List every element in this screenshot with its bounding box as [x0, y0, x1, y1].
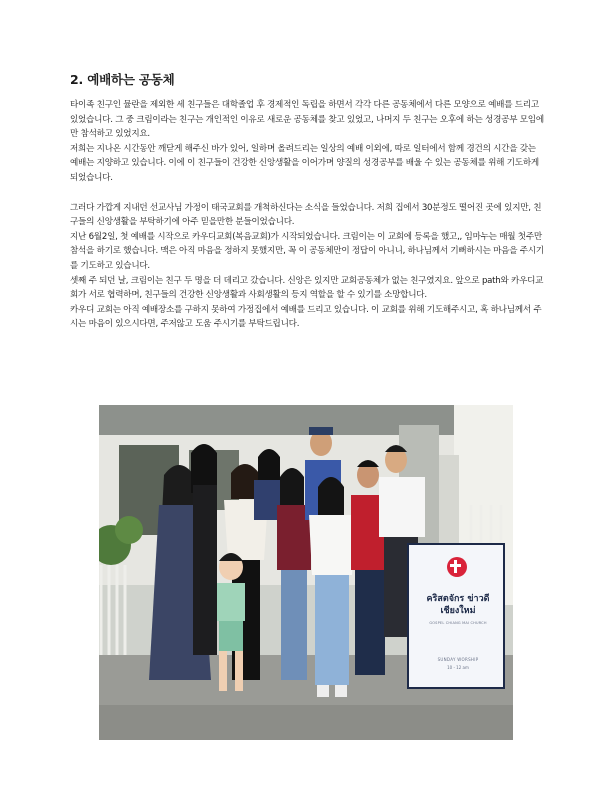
group-photo	[99, 405, 513, 740]
church-name-english: GOSPEL CHIANG MAI CHURCH	[429, 621, 487, 625]
section-body	[70, 98, 546, 332]
worship-time: 10 - 12 am	[447, 665, 469, 670]
paragraph: 그러다 가깝게 지내던 선교사님 가정이 태국교회를 개척하신다는 소식을 들었습니다. 저희 집에서 30분정도 떨어진 곳에 있지만, 친구들의 신앙생활을 부탁하기에 아주 믿을만한 분들이었습니다.	[70, 202, 542, 228]
paragraph: 셋째 주 되던 날, 크림이는 친구 두 명을 더 데리고 갔습니다. 신앙은 있지만 교회공동체가 없는 친구였지요. 앞으로 path와 카우디교회가 서로 협력하며, 친구들의 건강한 신앙생활과 사회생활의 등지 역할을 할 수 있기를 소망합니다.	[70, 275, 544, 301]
sunday-worship-label: SUNDAY WORSHIP	[437, 657, 479, 662]
church-name-thai: คริสตจักร ข่าวดี เชียงใหม่	[426, 594, 490, 616]
paragraph: 타이족 친구인 뮬란을 제외한 세 친구들은 대학졸업 후 경제적인 독립을 하면서 각각 다른 공동체에서 다른 모양으로 예배를 드리고 있었습니다. 그 중 크림이라는 친구는 개인적인 이유로 새로운 공동체를 찾고 있었고, 나머지 두 친구는 오후에 하는 성경공부 모임에만 참석하고 있었지요.	[70, 100, 544, 140]
paragraph: 카우디 교회는 아직 예배장소를 구하지 못하여 가정집에서 예배를 드리고 있습니다. 이 교회를 위해 기도해주시고, 혹 하나님께서 주시는 마음이 있으시다면, 주저않고 도움 주시기를 부탁드립니다.	[70, 304, 542, 330]
paragraph: 지난 6월2일, 첫 예배를 시작으로 카우디교회(복음교회)가 시작되었습니다. 크림이는 이 교회에 등록을 했고,, 임마누는 매월 첫주만 참석을 하기로 했습니다. 맥은 아직 마음을 정하지 못했지만, 꼭 이 공동체만이 정답이 아니니, 하나님께서 기뻐하시는 마음을 주시기를 기도하고 있습니다.	[70, 231, 544, 271]
church-cross-logo-icon	[447, 557, 467, 577]
paragraph: 저희는 지나온 시간동안 깨닫게 해주신 바가 있어, 일하며 올려드리는 일상의 예배 이외에, 따로 일터에서 함께 경건의 시간을 갖는 예배는 지양하고 있습니다. 이에 이 친구들이 건강한 신앙생활을 이어가며 양질의 성경공부를 배울 수 있는 공동체를 위해 기도하게 되었습니다.	[70, 143, 539, 183]
church-banner-sign	[407, 543, 505, 689]
section-heading: 2. 예배하는 공동체	[70, 72, 175, 87]
